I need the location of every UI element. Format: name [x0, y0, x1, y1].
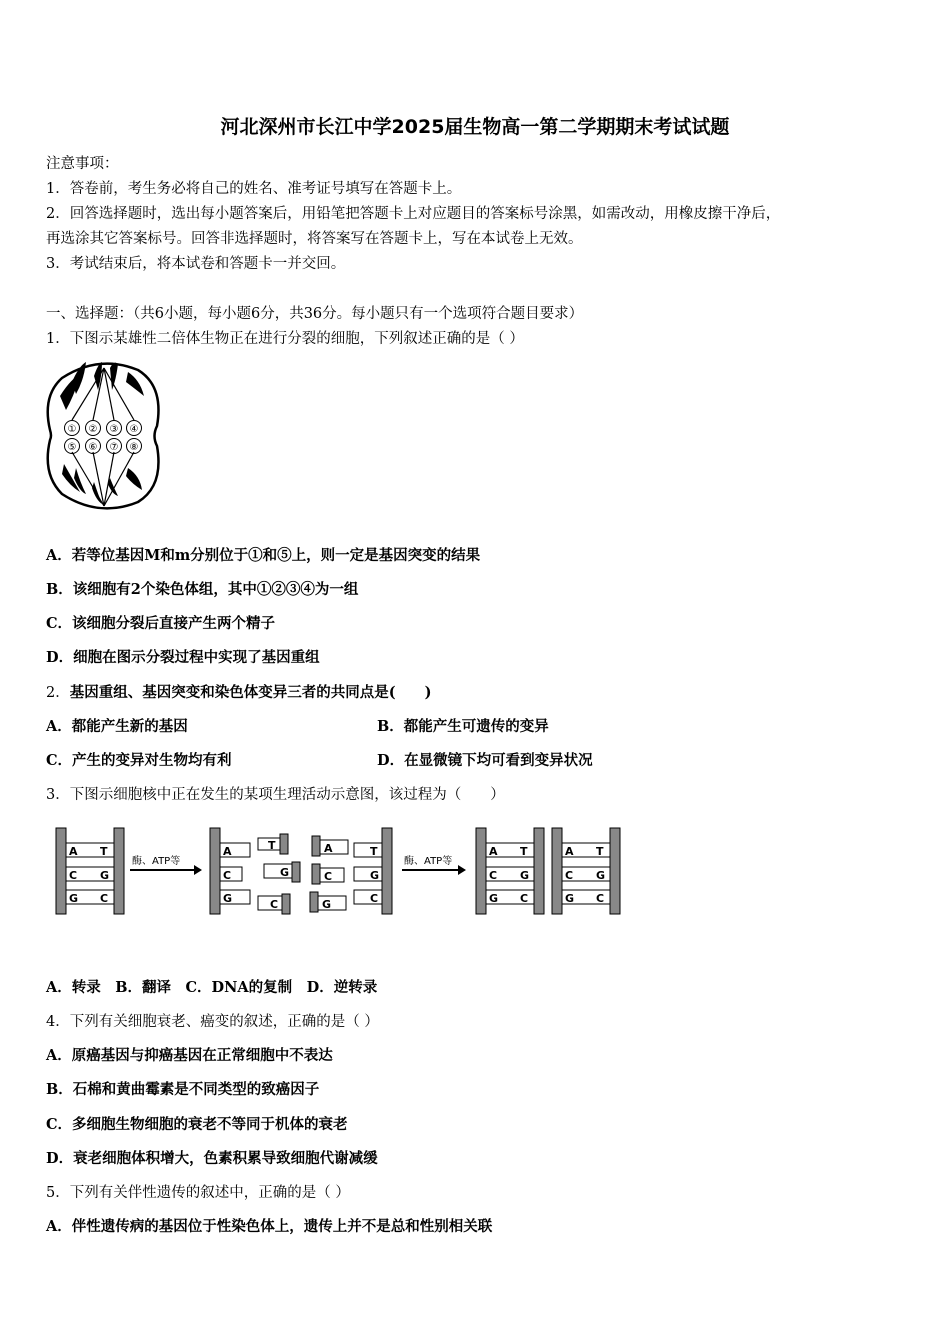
dna-panel-original — [56, 828, 124, 914]
notice-item-1: 1．答卷前，考生务必将自己的姓名、准考证号填写在答题卡上。 — [46, 181, 462, 197]
figure-label-4: ④ — [129, 424, 139, 435]
figure-label-6: ⑥ — [88, 442, 98, 453]
svg-text:A: A — [223, 845, 232, 858]
question-3 — [46, 783, 505, 804]
q2-option-a: A．都能产生新的基因 — [46, 718, 188, 735]
q2-option-b: B．都能产生可遗传的变异 — [377, 718, 549, 735]
figure-label-8: ⑧ — [129, 442, 139, 453]
figure-label-7: ⑦ — [109, 442, 119, 453]
svg-text:C: C — [520, 892, 529, 905]
question-1 — [46, 327, 524, 348]
dna-panel-unwinding-2 — [310, 828, 392, 914]
notice-item-2-cont: 再选涂其它答案标号。回答非选择题时，将答案写在答题卡上，写在本试卷上无效。 — [46, 231, 583, 247]
notice-item-3: 3．考试结束后，将本试卷和答题卡一并交回。 — [46, 256, 346, 272]
svg-text:C: C — [270, 898, 279, 911]
svg-text:C: C — [565, 869, 574, 882]
svg-text:T: T — [596, 845, 604, 858]
q1-option-c: C．该细胞分裂后直接产生两个精子 — [46, 615, 276, 632]
svg-text:G: G — [280, 866, 290, 879]
svg-text:C: C — [100, 892, 109, 905]
q4-option-b: B．石棉和黄曲霉素是不同类型的致癌因子 — [46, 1081, 320, 1098]
svg-text:C: C — [596, 892, 605, 905]
svg-text:G: G — [69, 892, 79, 905]
question-5 — [46, 1181, 350, 1202]
svg-text:C: C — [69, 869, 78, 882]
q1-option-d: D．细胞在图示分裂过程中实现了基因重组 — [46, 649, 320, 666]
question-number: 3． — [46, 787, 70, 803]
svg-text:C: C — [370, 892, 379, 905]
dna-panel-daughter-1 — [476, 828, 544, 914]
q2-option-c: C．产生的变异对生物均有利 — [46, 752, 232, 769]
svg-text:T: T — [268, 839, 276, 852]
question-number: 2． — [46, 685, 70, 701]
dna-panel-daughter-2 — [552, 828, 620, 914]
cell-division-figure — [44, 356, 164, 514]
page-title: 河北深州市长江中学2025届生物高一第二学期期末考试试题 — [220, 116, 730, 138]
question-stem: 下图示细胞核中正在发生的某项生理活动示意图，该过程为（ ） — [69, 787, 505, 803]
svg-text:T: T — [370, 845, 378, 858]
q1-option-b: B．该细胞有2个染色体组，其中①②③④为一组 — [46, 581, 359, 598]
question-stem: 下图示某雄性二倍体生物正在进行分裂的细胞，下列叙述正确的是（ ） — [69, 331, 524, 347]
dna-panel-unwinding — [210, 828, 300, 914]
figure-label-1: ① — [67, 424, 77, 435]
question-stem: 基因重组、基因突变和染色体变异三者的共同点是( ) — [69, 684, 432, 701]
svg-text:G: G — [489, 892, 499, 905]
dna-replication-figure — [54, 826, 624, 918]
q2-option-d: D．在显微镜下均可看到变异状况 — [377, 752, 593, 769]
question-2 — [46, 681, 431, 702]
section-heading: 一、选择题：（共6小题，每小题6分，共36分。每小题只有一个选项符合题目要求） — [46, 306, 584, 322]
svg-text:A: A — [69, 845, 78, 858]
svg-text:T: T — [520, 845, 528, 858]
svg-text:G: G — [223, 892, 233, 905]
q1-option-a: A．若等位基因M和m分别位于①和⑤上，则一定是基因突变的结果 — [46, 547, 481, 564]
figure-label-2: ② — [88, 424, 98, 435]
q3-options: A．转录 B．翻译 C．DNA的复制 D．逆转录 — [46, 979, 378, 996]
arrow-2-label: 酶、ATP等 — [404, 856, 453, 867]
svg-text:G: G — [596, 869, 606, 882]
svg-text:G: G — [100, 869, 110, 882]
notice-heading: 注意事项： — [46, 156, 119, 172]
question-stem: 下列有关细胞衰老、癌变的叙述，正确的是（ ） — [69, 1014, 379, 1030]
svg-text:G: G — [520, 869, 530, 882]
svg-text:A: A — [324, 842, 333, 855]
figure-label-5: ⑤ — [67, 442, 77, 453]
arrow-2 — [402, 854, 466, 875]
svg-text:A: A — [489, 845, 498, 858]
q4-option-a: A．原癌基因与抑癌基因在正常细胞中不表达 — [46, 1047, 333, 1064]
svg-text:C: C — [223, 869, 232, 882]
svg-text:C: C — [489, 869, 498, 882]
figure-label-3: ③ — [109, 424, 119, 435]
q4-option-d: D．衰老细胞体积增大，色素积累导致细胞代谢减缓 — [46, 1150, 378, 1167]
question-number: 4． — [46, 1014, 70, 1030]
question-4 — [46, 1010, 379, 1031]
svg-text:A: A — [565, 845, 574, 858]
question-number: 1． — [46, 331, 70, 347]
svg-text:G: G — [370, 869, 380, 882]
question-stem: 下列有关伴性遗传的叙述中，正确的是（ ） — [69, 1185, 350, 1201]
q4-option-c: C．多细胞生物细胞的衰老不等同于机体的衰老 — [46, 1116, 348, 1133]
notice-item-2: 2．回答选择题时，选出每小题答案后，用铅笔把答题卡上对应题目的答案标号涂黑，如需改动，用橡皮擦干净后， — [46, 206, 781, 222]
arrow-1-label: 酶、ATP等 — [132, 856, 181, 867]
svg-text:G: G — [565, 892, 575, 905]
q5-option-a: A．伴性遗传病的基因位于性染色体上，遗传上并不是总和性别相关联 — [46, 1218, 493, 1235]
question-number: 5． — [46, 1185, 70, 1201]
arrow-1 — [130, 854, 202, 875]
svg-text:T: T — [100, 845, 108, 858]
svg-text:G: G — [322, 898, 332, 911]
svg-text:C: C — [324, 870, 333, 883]
